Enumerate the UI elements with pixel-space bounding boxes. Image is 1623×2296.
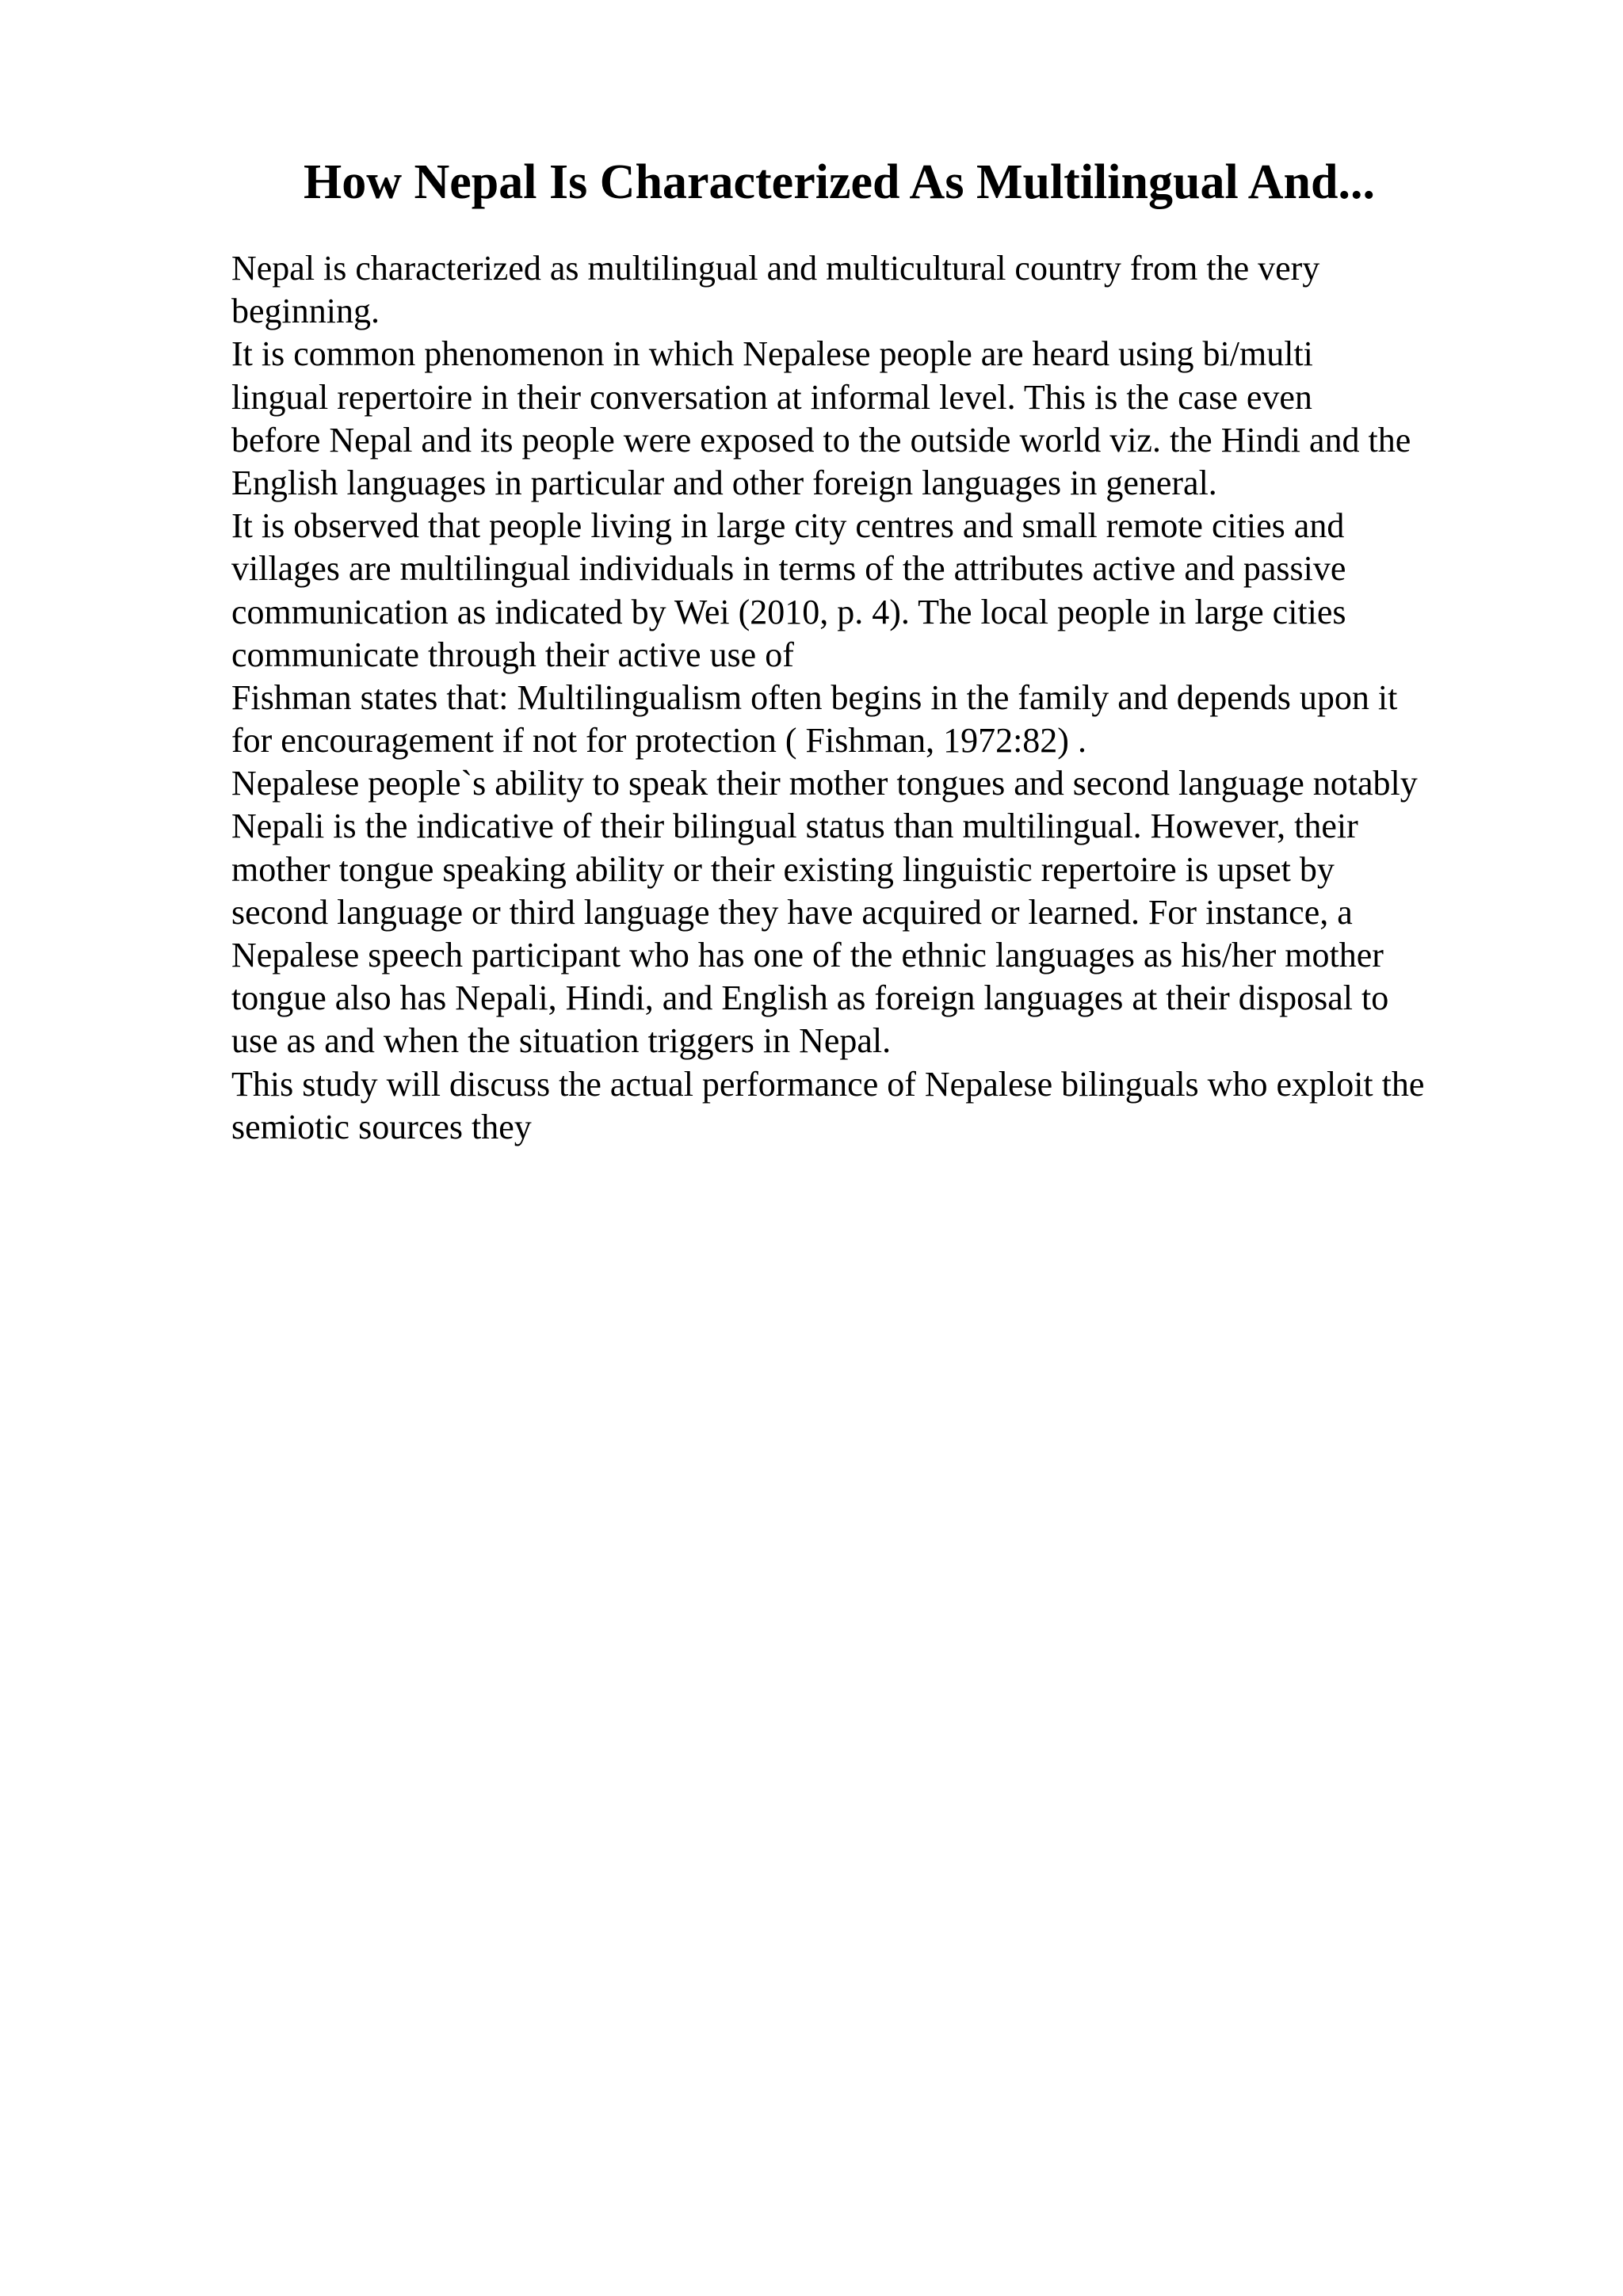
body-line: before Nepal and its people were exposed to the outside world viz. the Hindi and the [231, 420, 1411, 460]
body-line: use as and when the situation triggers in Nepal. [231, 1021, 892, 1061]
body-line: communicate through their active use of [231, 635, 794, 674]
body-line: It is common phenomenon in which Nepalese people are heard using bi/multi [231, 334, 1313, 374]
body-line: mother tongue speaking ability or their existing linguistic repertoire is upset by [231, 849, 1335, 889]
body-line: This study will discuss the actual performance of Nepalese bilinguals who exploit the [231, 1064, 1425, 1104]
body-line: English languages in particular and other foreign languages in general. [231, 463, 1217, 502]
body-line: Nepalese speech participant who has one of the ethnic languages as his/her mother [231, 936, 1384, 974]
document-body [231, 247, 1515, 1149]
body-line: Nepal is characterized as multilingual and multicultural country from the very [231, 249, 1320, 288]
body-line: Fishman states that: Multilingualism often begins in the family and depends upon it [231, 677, 1398, 717]
body-line: Nepali is the indicative of their bilingual status than multilingual. However, their [231, 807, 1358, 846]
body-line: for encouragement if not for protection ( Fishman, 1972:82) . [231, 721, 1086, 761]
body-line: tongue also has Nepali, Hindi, and English as foreign languages at their disposal to [231, 978, 1389, 1018]
body-line: second language or third language they have acquired or learned. For instance, a [231, 892, 1353, 932]
body-line: semiotic sources they [231, 1107, 532, 1146]
body-line: It is observed that people living in large city centres and small remote cities and [231, 506, 1345, 546]
body-line: lingual repertoire in their conversation at informal level. This is the case even [231, 377, 1312, 417]
body-line: communication as indicated by Wei (2010, p. 4). The local people in large cities [231, 592, 1346, 631]
body-line: Nepalese people`s ability to speak their mother tongues and second language notably [231, 764, 1418, 803]
body-line: villages are multilingual individuals in terms of the attributes active and passive [231, 549, 1346, 589]
document-title: How Nepal Is Characterized As Multilingual And... [303, 155, 1375, 209]
body-line: beginning. [231, 292, 380, 331]
